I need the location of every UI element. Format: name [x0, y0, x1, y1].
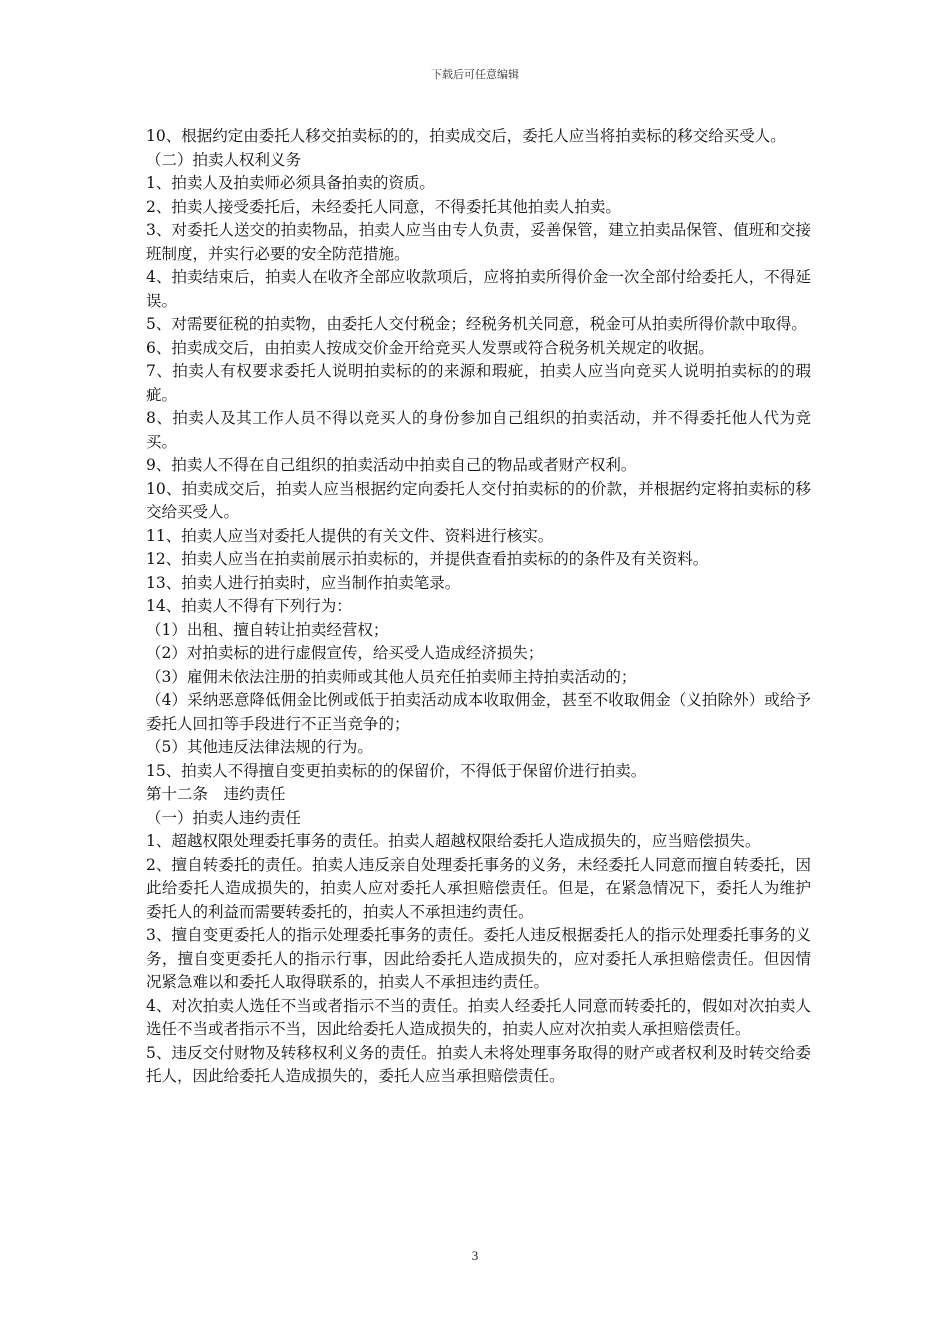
paragraph: 1、超越权限处理委托事务的责任。拍卖人超越权限给委托人造成损失的，应当赔偿损失。	[146, 832, 761, 850]
paragraph: 10、拍卖成交后，拍卖人应当根据约定向委托人交付拍卖标的的价款，并根据约定将拍卖标的移交给买受人。	[146, 479, 811, 521]
list-item: （2）对拍卖标的进行虚假宣传，给买受人造成经济损失；	[146, 644, 544, 662]
paragraph: 3、擅自变更委托人的指示处理委托事务的责任。委托人违反根据委托人的指示处理委托事务的义务，擅自变更委托人的指示行事，因此给委托人造成损失的，应对委托人承担赔偿责任。但因情况紧急难以和委托人取得联系的，拍卖人不承担违约责任。	[146, 926, 811, 991]
paragraph: 9、拍卖人不得在自己组织的拍卖活动中拍卖自己的物品或者财产权利。	[146, 456, 637, 474]
paragraph: 2、擅自转委托的责任。拍卖人违反亲自处理委托事务的义务，未经委托人同意而擅自转委托，因此给委托人造成损失的，拍卖人应对委托人承担赔偿责任。但是，在紧急情况下，委托人为维护委托人的利益而需要转委托的，拍卖人不承担违约责任。	[146, 855, 811, 921]
list-item: （4）采纳恶意降低佣金比例或低于拍卖活动成本收取佣金，甚至不收取佣金（义拍除外）或给予委托人回扣等手段进行不正当竞争的；	[146, 691, 811, 733]
section-heading: （二）拍卖人权利义务	[146, 150, 302, 169]
section-heading: （一）拍卖人违约责任	[146, 808, 302, 827]
page-header: 下载后可任意编辑	[431, 68, 519, 81]
paragraph: 13、拍卖人进行拍卖时，应当制作拍卖笔录。	[146, 573, 461, 592]
paragraph: 6、拍卖成交后，由拍卖人按成交价金开给竞买人发票或符合税务机关规定的收据。	[146, 338, 714, 357]
paragraph: 4、拍卖结束后，拍卖人在收齐全部应收款项后，应将拍卖所得价金一次全部付给委托人，不得延误。	[146, 268, 811, 310]
document-body	[146, 125, 811, 1089]
list-item: （3）雇佣未依法注册的拍卖师或其他人员充任拍卖师主持拍卖活动的；	[146, 667, 637, 686]
paragraph: 5、违反交付财物及转移权利义务的责任。拍卖人未将处理事务取得的财产或者权利及时转交给委托人，因此给委托人造成损失的，委托人应当承担赔偿责任。	[146, 1043, 811, 1085]
paragraph: 12、拍卖人应当在拍卖前展示拍卖标的，并提供查看拍卖标的的条件及有关资料。	[146, 550, 709, 568]
article-heading: 第十二条 违约责任	[146, 785, 286, 803]
paragraph: 1、拍卖人及拍卖师必须具备拍卖的资质。	[146, 174, 435, 192]
paragraph: 8、拍卖人及其工作人员不得以竞买人的身份参加自己组织的拍卖活动，并不得委托他人代为竞买。	[146, 409, 811, 451]
paragraph: 7、拍卖人有权要求委托人说明拍卖标的的来源和瑕疵，拍卖人应当向竞买人说明拍卖标的的瑕疵。	[146, 362, 811, 404]
paragraph: 14、拍卖人不得有下列行为：	[146, 597, 352, 615]
paragraph: 5、对需要征税的拍卖物，由委托人交付税金；经税务机关同意，税金可从拍卖所得价款中取得。	[146, 315, 807, 333]
paragraph: 15、拍卖人不得擅自变更拍卖标的的保留价，不得低于保留价进行拍卖。	[146, 761, 647, 780]
list-item: （5）其他违反法律法规的行为。	[146, 738, 373, 756]
paragraph: 3、对委托人送交的拍卖物品，拍卖人应当由专人负责，妥善保管，建立拍卖品保管、值班和交接班制度，并实行必要的安全防范措施。	[146, 221, 811, 263]
paragraph: 4、对次拍卖人选任不当或者指示不当的责任。拍卖人经委托人同意而转委托的，假如对次拍卖人选任不当或者指示不当，因此给委托人造成损失的，拍卖人应对次拍卖人承担赔偿责任。	[146, 996, 811, 1038]
paragraph: 2、拍卖人接受委托后，未经委托人同意，不得委托其他拍卖人拍卖。	[146, 197, 621, 216]
page-number: 3	[471, 1248, 479, 1263]
list-item: （1）出租、擅自转让拍卖经营权；	[146, 620, 389, 639]
paragraph: 11、拍卖人应当对委托人提供的有关文件、资料进行核实。	[146, 526, 554, 545]
paragraph: 10、根据约定由委托人移交拍卖标的的，拍卖成交后，委托人应当将拍卖标的移交给买受人。	[146, 127, 786, 145]
